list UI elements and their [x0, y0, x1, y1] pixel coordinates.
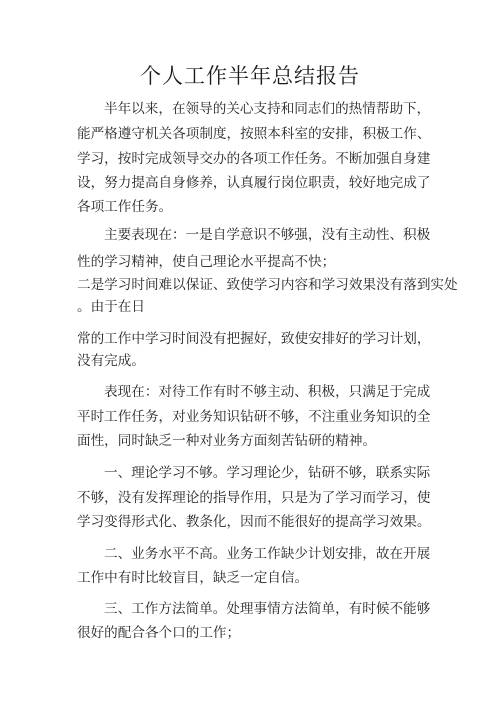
- paragraph-line: 各项工作任务。: [77, 199, 173, 215]
- paragraph-line: 工作中有时比较盲目，缺乏一定自信。: [77, 570, 309, 586]
- paragraph-line: 二是学习时间难以保证、致使学习内容和学习效果没有落到实处: [77, 277, 458, 293]
- paragraph-line: 主要表现在：一是自学意识不够强，没有主动性、积极: [104, 227, 431, 243]
- paragraph-line: 。由于在日: [77, 299, 145, 315]
- paragraph-line: 一、理论学习不够。学习理论少，钻研不够，联系实际: [104, 465, 431, 481]
- paragraph-line: 学习变得形式化、教条化，因而不能很好的提高学习效果。: [77, 514, 431, 530]
- paragraph-line: 不够，没有发挥理论的指导作用，只是为了学习而学习，使: [77, 490, 431, 506]
- paragraph-line: 没有完成。: [77, 353, 145, 369]
- paragraph-line: 面性，同时缺乏一种对业务方面刻苦钻研的精神。: [77, 433, 377, 449]
- paragraph-line: 设，努力提高自身修养，认真履行岗位职责，较好地完成了: [77, 175, 431, 191]
- document-title: 个人工作半年总结报告: [140, 64, 360, 88]
- paragraph-line: 平时工作任务，对业务知识钻研不够，不注重业务知识的全: [77, 409, 431, 425]
- paragraph-line: 常的工作中学习时间没有把握好，致使安排好的学习计划，: [77, 331, 431, 347]
- paragraph-line: 能严格遵守机关各项制度，按照本科室的安排，积极工作、: [77, 126, 431, 142]
- paragraph-line: 半年以来，在领导的关心支持和同志们的热情帮助下，: [104, 101, 431, 117]
- paragraph-line: 学习，按时完成领导交办的各项工作任务。不断加强自身建: [77, 151, 431, 167]
- paragraph-line: 性的学习精神，使自己理论水平提高不快；: [77, 254, 336, 270]
- paragraph-line: 二、业务水平不高。业务工作缺少计划安排，故在开展: [104, 546, 431, 562]
- paragraph-line: 很好的配合各个口的工作；: [77, 625, 241, 641]
- paragraph-line: 表现在：对待工作有时不够主动、积极，只满足于完成: [104, 384, 431, 400]
- paragraph-line: 三、工作方法简单。处理事情方法简单，有时候不能够: [104, 601, 431, 617]
